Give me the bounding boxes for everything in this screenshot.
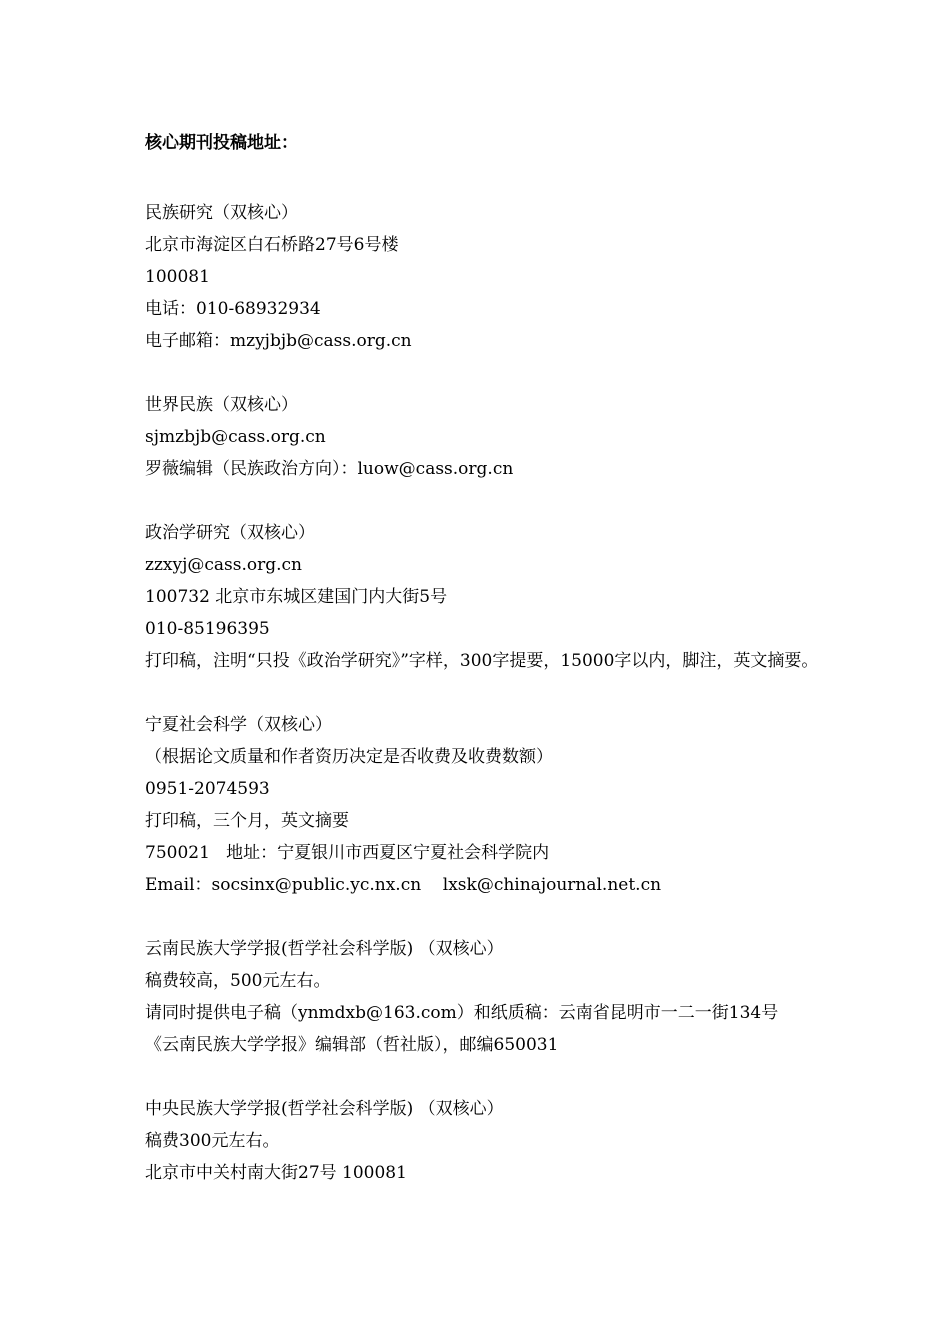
journal-title: 民族研究（双核心） [145,203,298,223]
journal-title: 世界民族（双核心） [145,395,298,415]
journal-postcode: 《云南民族大学学报》编辑部（哲社版），邮编650031 [145,1035,559,1055]
journal-title: 云南民族大学学报(哲学社会科学版) （双核心） [145,939,504,959]
spacer [145,159,825,197]
journal-address: 750021 地址：宁夏银川市西夏区宁夏社会科学院内 [145,843,550,863]
journal-entry-shijie-minzu [145,389,825,485]
journal-entry-zhongyang-minzu-daxue-xuebao [145,1093,825,1189]
journal-entry-ningxia-shehui-kexue [145,709,825,901]
journal-postcode: 100081 [145,267,210,287]
journal-fee-note: （根据论文质量和作者资历决定是否收费及收费数额） [145,747,553,767]
journal-editor-contact: 罗薇编辑（民族政治方向）：luow@cass.org.cn [145,459,514,479]
journal-entry-zhengzhixue-yanjiu [145,517,825,677]
journal-title: 政治学研究（双核心） [145,523,315,543]
journal-submission-info: 请同时提供电子稿（ynmdxb@163.com）和纸质稿：云南省昆明市一二一街134号 [145,1003,779,1023]
journal-fee-note: 稿费300元左右。 [145,1131,280,1151]
journal-email: sjmzbjb@cass.org.cn [145,427,326,447]
journal-phone: 电话：010-68932934 [145,299,321,319]
journal-address: 100732 北京市东城区建国门内大街5号 [145,587,448,607]
document-page [145,127,825,1221]
journal-email: 电子邮箱：mzyjbjb@cass.org.cn [145,331,412,351]
journal-requirements: 打印稿，三个月，英文摘要 [145,811,349,831]
journal-phone: 010-85196395 [145,619,270,639]
journal-address: 北京市中关村南大街27号 100081 [145,1163,407,1183]
journal-entry-minzu-yanjiu [145,197,825,357]
journal-email: Email：socsinx@public.yc.nx.cn lxsk@chinajournal.net.cn [145,875,662,895]
journal-entry-yunnan-minzu-daxue-xuebao [145,933,825,1061]
journal-phone: 0951-2074593 [145,779,270,799]
journal-email: zzxyj@cass.org.cn [145,555,303,575]
page-title: 核心期刊投稿地址： [145,133,298,153]
journal-title: 宁夏社会科学（双核心） [145,715,332,735]
journal-fee-note: 稿费较高，500元左右。 [145,971,331,991]
journal-address: 北京市海淀区白石桥路27号6号楼 [145,235,399,255]
journal-requirements: 打印稿，注明“只投《政治学研究》”字样，300字提要，15000字以内，脚注，英文摘要。 [145,651,819,671]
journal-title: 中央民族大学学报(哲学社会科学版) （双核心） [145,1099,504,1119]
